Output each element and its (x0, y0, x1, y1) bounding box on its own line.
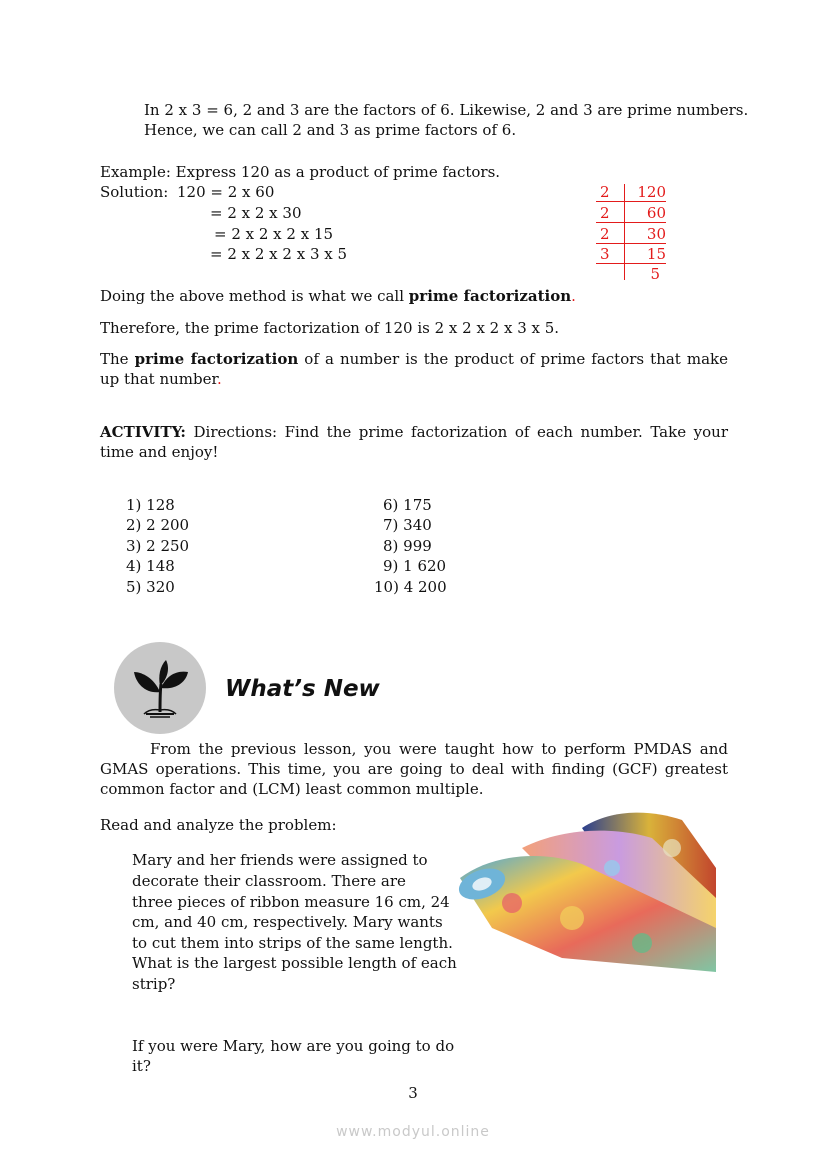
problem-line: to cut them into strips of the same length. (132, 934, 453, 952)
whats-new-paragraph: From the previous lesson, you were taught how to perform PMDAS and GMAS operations. This time, you are going to deal with finding (GCF) greatest common factor and (LCM) least common multiple. (100, 740, 728, 798)
ladder-quotient: 5 (650, 265, 660, 283)
ladder-divider-horizontal (596, 263, 666, 264)
activity-item: 1) 128 (126, 496, 175, 514)
method-sentence (100, 286, 576, 306)
ribbon-rolls-image (452, 808, 720, 974)
activity-item: 5) 320 (126, 578, 175, 596)
method-period: . (571, 287, 576, 305)
ladder-divisor: 3 (600, 245, 610, 263)
activity-item: 3) 2 250 (126, 537, 190, 555)
ladder-quotient: 120 (637, 183, 666, 201)
method-text: Doing the above method is what we call (100, 287, 409, 305)
intro-line-2: Hence, we can call 2 and 3 as prime factors of 6. (144, 121, 517, 139)
intro-line-1: In 2 x 3 = 6, 2 and 3 are the factors of 6. Likewise, 2 and 3 are prime numbers. (144, 101, 749, 119)
watermark: www.modyul.online (336, 1124, 490, 1140)
solution-step: 120 = 2 x 60 (177, 183, 275, 201)
ladder-quotient: 30 (646, 225, 666, 243)
problem-line: decorate their classroom. There are (132, 872, 406, 890)
example-prompt: Example: Express 120 as a product of prime factors. (100, 163, 501, 181)
activity-item: 10) 4 200 (374, 578, 447, 596)
activity-text: Directions: Find the prime factorization of each number. Take your time and enjoy! (100, 423, 728, 461)
activity-item: 6) 175 (383, 496, 432, 514)
problem-line: cm, and 40 cm, respectively. Mary wants (132, 913, 443, 931)
method-term: prime factorization (408, 287, 572, 305)
activity-item: 9) 1 620 (383, 557, 447, 575)
definition-text: of a number is the product of prime factors that make up that number (100, 350, 729, 388)
activity-item: 2) 2 200 (126, 516, 190, 534)
sprout-icon (114, 642, 206, 734)
ladder-divisor: 2 (600, 225, 610, 243)
question-line: If you were Mary, how are you going to do (132, 1037, 455, 1055)
ladder-divider-horizontal (596, 243, 666, 244)
ladder-quotient: 15 (646, 245, 666, 263)
problem-line: strip? (132, 975, 176, 993)
division-ladder (592, 182, 672, 282)
solution-step: = 2 x 2 x 2 x 3 x 5 (210, 245, 348, 263)
activity-item: 4) 148 (126, 557, 175, 575)
ladder-divider-horizontal (596, 222, 666, 223)
solution-label: Solution: (100, 183, 169, 201)
therefore-sentence: Therefore, the prime factorization of 120 is 2 x 2 x 2 x 3 x 5. (100, 319, 560, 337)
definition-term: prime factorization (134, 350, 299, 368)
solution-step: = 2 x 2 x 2 x 15 (214, 225, 334, 243)
read-prompt: Read and analyze the problem: (100, 816, 337, 834)
ladder-divisor: 2 (600, 183, 610, 201)
problem-line: Mary and her friends were assigned to (132, 851, 428, 869)
ladder-quotient: 60 (646, 204, 666, 222)
problem-line: three pieces of ribbon measure 16 cm, 24 (132, 893, 450, 911)
question-line: it? (132, 1057, 151, 1075)
definition-period: . (217, 370, 222, 388)
whats-new-heading: What’s New (225, 676, 380, 702)
definition-paragraph (100, 349, 728, 389)
activity-item: 7) 340 (383, 516, 432, 534)
ladder-divider-horizontal (596, 201, 666, 202)
activity-label: ACTIVITY: (100, 423, 186, 441)
activity-item: 8) 999 (383, 537, 432, 555)
activity-directions (100, 422, 728, 462)
page-number: 3 (408, 1084, 418, 1102)
ladder-divisor: 2 (600, 204, 610, 222)
problem-line: What is the largest possible length of each (132, 954, 457, 972)
solution-step: = 2 x 2 x 30 (210, 204, 302, 222)
definition-text: The (100, 350, 135, 368)
